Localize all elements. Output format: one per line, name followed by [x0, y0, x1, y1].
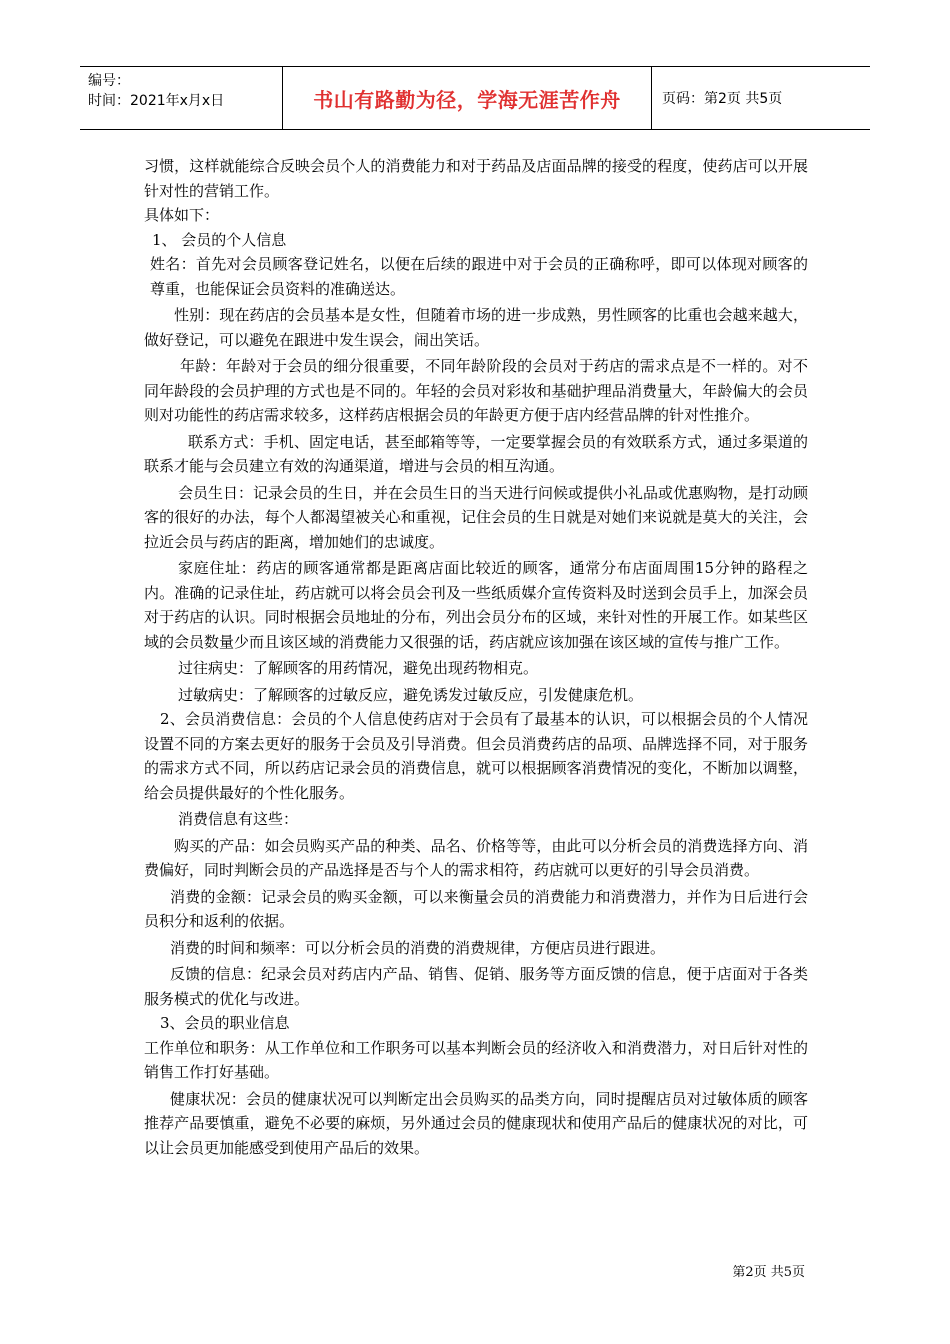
paragraph-health-status: 健康状况：会员的健康状况可以判断定出会员购买的品类方向，同时提醒店员对过敏体质的顾客推荐产品要慎重，避免不必要的麻烦，另外通过会员的健康现状和使用产品后的健康状况的对比，可以让会员更加能感受到使用产品后的效果。 [144, 1089, 808, 1157]
section-consumption-info: 2、会员消费信息：会员的个人信息使药店对于会员有了最基本的认识，可以根据会员的个人情况设置不同的方案去更好的服务于会员及引导消费。但会员消费药店的品项、品牌选择不同，对于服务的需求方式不同，所以药店记录会员的消费信息，就可以根据顾客消费情况的变化，不断加以调整，给会员提供最好的个性化服务。 [144, 710, 808, 802]
header-page-info: 页码：第2页 共5页 [662, 91, 783, 107]
paragraph-purchase-amount: 消费的金额：记录会员的购买金额，可以来衡量会员的消费能力和消费潜力，并作为日后进行会员积分和返利的依据。 [144, 887, 808, 930]
section-heading-occupation: 3、会员的职业信息 [160, 1014, 290, 1032]
section-heading-personal-info: 1、 会员的个人信息 [152, 230, 287, 249]
paragraph-contact: 联系方式：手机、固定电话，甚至邮箱等等，一定要掌握会员的有效联系方式，通过多渠道的联系才能与会员建立有效的沟通渠道，增进与会员的相互沟通。 [144, 432, 808, 475]
paragraph-purchased-products: 购买的产品：如会员购买产品的种类、品名、价格等等，由此可以分析会员的消费选择方向、消费偏好，同时判断会员的产品选择是否与个人的需求相符，药店就可以更好的引导会员消费。 [144, 836, 808, 879]
page-header [80, 66, 870, 130]
document-body [144, 154, 808, 1160]
paragraph-age: 年龄：年龄对于会员的细分很重要，不同年龄阶段的会员对于药店的需求点是不一样的。对不同年龄段的会员护理的方式也是不同的。年轻的会员对彩妆和基础护理品消费量大，年龄偏大的会员则对功能性的药店需求较多，这样药店根据会员的年龄更方便于店内经营品牌的针对性推介。 [144, 357, 808, 424]
header-motto: 书山有路勤为径，学海无涯苦作舟 [283, 67, 652, 129]
paragraph-birthday: 会员生日：记录会员的生日，并在会员生日的当天进行问候或提供小礼品或优惠购物，是打动顾客的很好的办法，每个人都渴望被关心和重视，记住会员的生日就是对她们来说就是莫大的关注，会拉近会员与药店的距离，增加她们的忠诚度。 [144, 483, 809, 551]
paragraph-address: 家庭住址：药店的顾客通常都是距离店面比较近的顾客，通常分布店面周围15分钟的路程之内。准确的记录住址，药店就可以将会员会刊及一些纸质媒介宣传资料及时送到会员手上，加深会员对于药店的认识。同时根据会员地址的分布，列出会员分布的区域，来针对性的开展工作。如某些区域的会员数量少而且该区域的消费能力又很强的话，药店就应该加强在该区域的宣传与推广工作。 [144, 559, 808, 651]
paragraph-medical-history: 过往病史：了解顾客的用药情况，避免出现药物相克。 [178, 659, 539, 677]
paragraph-purchase-frequency: 消费的时间和频率：可以分析会员的消费的消费规律，方便店员进行跟进。 [170, 938, 666, 957]
paragraph-allergy-history: 过敏病史：了解顾客的过敏反应，避免诱发过敏反应，引发健康危机。 [178, 685, 644, 704]
paragraph-gender: 性别：现在药店的会员基本是女性，但随着市场的进一步成熟，男性顾客的比重也会越来越大，做好登记，可以避免在跟进中发生误会，闹出笑话。 [144, 306, 808, 349]
document-number-label: 编号： [88, 73, 130, 89]
paragraph-employer-position: 工作单位和职务：从工作单位和工作职务可以基本判断会员的经济收入和消费潜力，对日后针对性的销售工作打好基础。 [144, 1038, 808, 1081]
paragraph-name: 姓名：首先对会员顾客登记姓名，以便在后续的跟进中对于会员的正确称呼，即可以体现对顾客的尊重，也能保证会员资料的准确送达。 [150, 255, 808, 298]
document-date-label: 时间：2021年x月x日 [88, 93, 225, 109]
header-meta [80, 67, 283, 129]
paragraph-intro: 习惯，这样就能综合反映会员个人的消费能力和对于药品及店面品牌的接受的程度，使药店可以开展针对性的营销工作。 [144, 157, 808, 200]
paragraph-consumption-list-heading: 消费信息有这些： [178, 810, 299, 828]
page-footer-number: 第2页 共5页 [732, 1265, 805, 1280]
paragraph-heading-details: 具体如下： [144, 206, 220, 224]
paragraph-feedback: 反馈的信息：纪录会员对药店内产品、销售、促销、服务等方面反馈的信息，便于店面对于各类服务模式的优化与改进。 [144, 965, 808, 1008]
